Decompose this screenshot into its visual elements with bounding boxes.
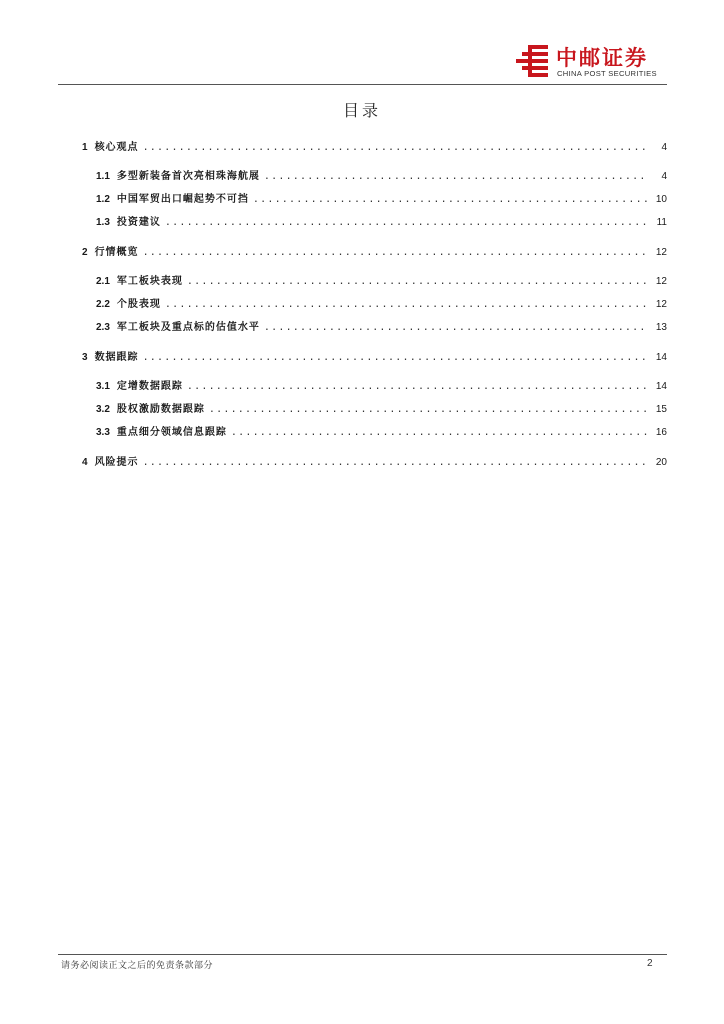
toc-entry[interactable]: [96, 216, 667, 230]
toc-entry-page: 12: [655, 247, 667, 258]
toc-dot-leader: [165, 298, 649, 312]
toc-entry[interactable]: [96, 275, 667, 289]
toc-entry[interactable]: [96, 403, 667, 417]
toc-entry-label: 重点细分领域信息跟踪: [116, 427, 227, 438]
toc-entry-number: 1.2: [96, 194, 110, 205]
toc-entry-number: 2.2: [96, 299, 110, 310]
toc-dot-leader: [264, 321, 649, 335]
toc-entry-label: 行情概览: [94, 247, 139, 258]
toc-entry-page: 12: [655, 276, 667, 287]
toc-dot-leader: [143, 141, 649, 155]
toc-entry-label: 个股表现: [116, 299, 161, 310]
toc-entry-number: 2.3: [96, 322, 110, 333]
toc-entry-number: 1: [82, 142, 88, 153]
page-header: [0, 0, 724, 86]
toc-entry-number: 3.1: [96, 381, 110, 392]
toc-entry[interactable]: [96, 426, 667, 440]
brand-name-en: CHINA POST SECURITIES: [557, 69, 657, 78]
disclaimer-note: 请务必阅读正文之后的免责条款部分: [61, 961, 214, 971]
toc-entry-number: 4: [82, 457, 88, 468]
toc-entry-page: 15: [655, 404, 667, 415]
toc-entry-label: 投资建议: [116, 217, 161, 228]
toc-entry-number: 2.1: [96, 276, 110, 287]
toc-entry[interactable]: [96, 321, 667, 335]
footer-divider: [58, 954, 667, 955]
toc-entry-number: 2: [82, 247, 88, 258]
toc-entry-label: 多型新装备首次亮相珠海航展: [116, 171, 260, 182]
toc-entry-label: 定增数据跟踪: [116, 381, 183, 392]
toc-entry-number: 3.3: [96, 427, 110, 438]
toc-entry-page: 14: [655, 381, 667, 392]
brand-logo: [514, 43, 666, 81]
toc-entry-page: 10: [655, 194, 667, 205]
toc-entry[interactable]: [96, 193, 667, 207]
toc-entry-label: 数据跟踪: [94, 352, 139, 363]
toc-entry-label: 军工板块表现: [116, 276, 183, 287]
header-divider: [58, 84, 667, 85]
toc-entry-page: 20: [655, 457, 667, 468]
toc-dot-leader: [231, 426, 649, 440]
toc-entry-number: 1.1: [96, 171, 110, 182]
toc-entry-page: 16: [655, 427, 667, 438]
toc-title: 目录: [342, 101, 381, 120]
toc-entry-page: 12: [655, 299, 667, 310]
toc-entry-label: 风险提示: [94, 457, 139, 468]
toc-entry[interactable]: [82, 246, 667, 260]
toc-entry-number: 3: [82, 352, 88, 363]
toc-entry-number: 3.2: [96, 404, 110, 415]
toc-entry[interactable]: [82, 141, 667, 155]
toc-dot-leader: [187, 380, 649, 394]
toc-dot-leader: [143, 246, 649, 260]
toc-dot-leader: [165, 216, 649, 230]
toc-entry-label: 核心观点: [94, 142, 139, 153]
toc-entry[interactable]: [82, 351, 667, 365]
toc-dot-leader: [209, 403, 649, 417]
toc-dot-leader: [143, 456, 649, 470]
brand-name-cn: 中邮证券: [556, 46, 648, 70]
toc-entry-number: 1.3: [96, 217, 110, 228]
toc-entry[interactable]: [96, 170, 667, 184]
toc-entry-page: 13: [655, 322, 667, 333]
toc-dot-leader: [143, 351, 649, 365]
toc-dot-leader: [264, 170, 649, 184]
page-number: 2: [647, 958, 653, 969]
toc-dot-leader: [187, 275, 649, 289]
china-post-logo-icon: [514, 43, 552, 81]
toc-entry[interactable]: [96, 380, 667, 394]
toc-entry-label: 军工板块及重点标的估值水平: [116, 322, 260, 333]
toc-entry-label: 中国军贸出口崛起势不可挡: [116, 194, 249, 205]
toc-entry[interactable]: [96, 298, 667, 312]
toc-entry[interactable]: [82, 456, 667, 470]
toc-entry-page: 4: [661, 171, 667, 182]
toc-entry-page: 11: [656, 217, 667, 228]
toc-entry-page: 4: [661, 142, 667, 153]
toc-entry-page: 14: [655, 352, 667, 363]
toc-dot-leader: [253, 193, 649, 207]
toc-entry-label: 股权激励数据跟踪: [116, 404, 205, 415]
